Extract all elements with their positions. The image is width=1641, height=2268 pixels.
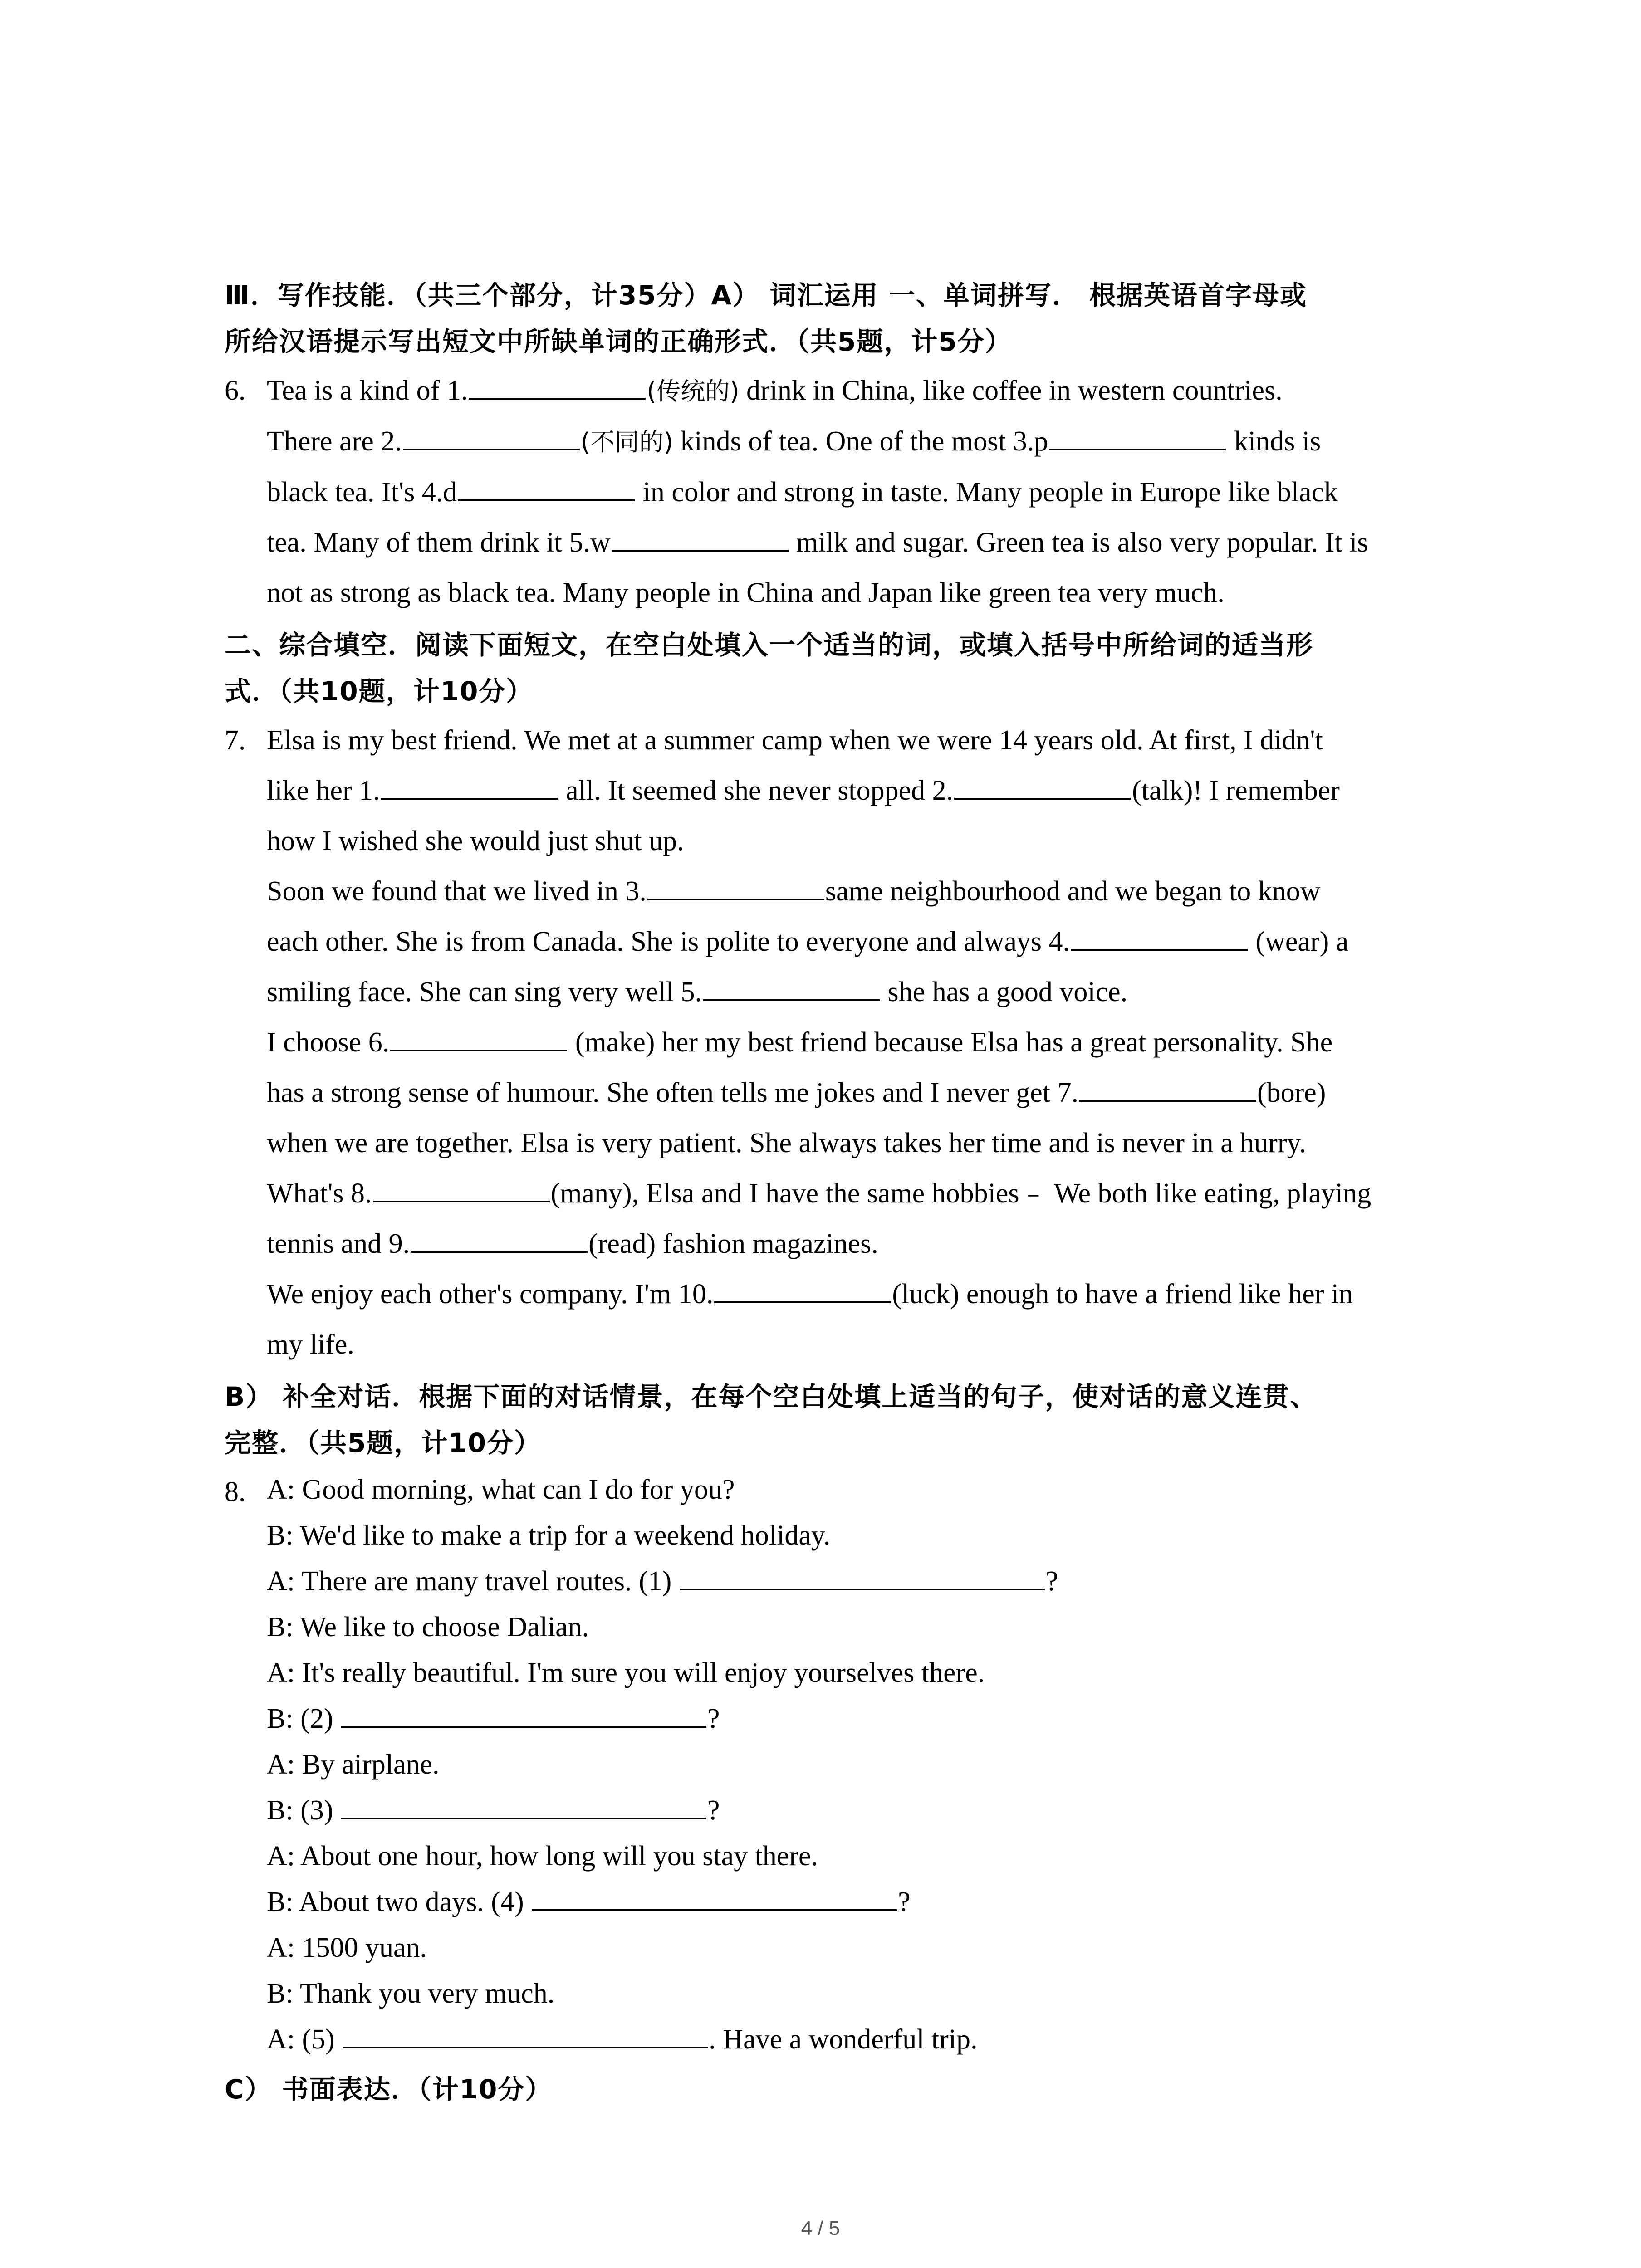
answer-blank-6[interactable] bbox=[390, 1022, 567, 1051]
question-number: 6. bbox=[225, 375, 246, 406]
answer-blank-4[interactable] bbox=[1071, 922, 1248, 951]
answer-blank-2[interactable] bbox=[954, 771, 1131, 800]
page-number: 4 / 5 bbox=[801, 2217, 840, 2239]
hint-text: (不同的) bbox=[580, 428, 673, 456]
answer-blank-7[interactable] bbox=[1079, 1073, 1256, 1102]
question-number: 7. bbox=[225, 725, 246, 756]
dialogue-line-4: B: We like to choose Dalian. bbox=[267, 1612, 589, 1642]
section-3-heading-line-2: 所给汉语提示写出短文中所缺单词的正确形式．（共5题，计5分） bbox=[225, 326, 1012, 357]
dialogue-line-13 bbox=[267, 2017, 1459, 2063]
text: in color and strong in taste. Many people in Europe like black bbox=[636, 477, 1338, 508]
answer-blank-8[interactable] bbox=[373, 1173, 550, 1202]
dialogue-line-5: A: It's really beautiful. I'm sure you will enjoy yourselves there. bbox=[267, 1657, 985, 1688]
text: has a strong sense of humour. She often tells me jokes and I never get 7. bbox=[267, 1077, 1078, 1108]
question-7 bbox=[225, 715, 1459, 1370]
text: ? bbox=[898, 1887, 911, 1917]
dialogue-line-7: A: By airplane. bbox=[267, 1749, 440, 1780]
question-7-line-2 bbox=[267, 766, 1459, 816]
text: B: (2) bbox=[267, 1703, 340, 1734]
question-6-line-5: not as strong as black tea. Many people in China and Japan like green tea very much. bbox=[267, 577, 1225, 608]
text: (luck) enough to have a friend like her in bbox=[892, 1279, 1353, 1310]
text: B: (3) bbox=[267, 1795, 340, 1826]
text: (wear) a bbox=[1248, 926, 1349, 957]
dialogue-line-6 bbox=[267, 1696, 1459, 1742]
part-2-heading-line-1: 二、综合填空．阅读下面短文，在空白处填入一个适当的词，或填入括号中所给词的适当形 bbox=[225, 630, 1314, 660]
text: Tea is a kind of 1. bbox=[267, 375, 468, 406]
answer-blank-5[interactable] bbox=[703, 972, 880, 1001]
answer-blank-9[interactable] bbox=[411, 1224, 588, 1253]
answer-blank-5[interactable] bbox=[343, 2019, 708, 2048]
answer-blank-1[interactable] bbox=[381, 771, 558, 800]
page-content bbox=[225, 272, 1459, 2112]
text: smiling face. She can sing very well 5. bbox=[267, 977, 702, 1007]
question-6-line-1 bbox=[267, 366, 1459, 416]
text: like her 1. bbox=[267, 775, 380, 806]
answer-blank-4[interactable] bbox=[532, 1882, 897, 1911]
question-7-line-4 bbox=[267, 866, 1459, 917]
question-7-line-5 bbox=[267, 917, 1459, 967]
text: she has a good voice. bbox=[881, 977, 1128, 1007]
text: (talk)! I remember bbox=[1132, 775, 1340, 806]
dialogue-line-11: A: 1500 yuan. bbox=[267, 1932, 427, 1963]
text: (many), Elsa and I have the same hobbies﹣ We both like eating, playing bbox=[550, 1178, 1372, 1209]
text: each other. She is from Canada. She is polite to everyone and always 4. bbox=[267, 926, 1070, 957]
text: black tea. It's 4.d bbox=[267, 477, 457, 508]
part-b-heading bbox=[225, 1374, 1459, 1466]
text: ? bbox=[707, 1703, 720, 1734]
text: There are 2. bbox=[267, 426, 402, 457]
text: tea. Many of them drink it 5.w bbox=[267, 527, 611, 558]
hint-text: (传统的) bbox=[647, 377, 740, 406]
text: I choose 6. bbox=[267, 1027, 390, 1058]
part-c-heading: C） 书面表达．（计10分） bbox=[225, 2074, 553, 2105]
answer-blank-4[interactable] bbox=[458, 472, 635, 501]
question-6-line-3 bbox=[267, 467, 1459, 518]
text: milk and sugar. Green tea is also very popular. It is bbox=[789, 527, 1368, 558]
question-6-line-2 bbox=[267, 416, 1459, 467]
question-7-line-6 bbox=[267, 967, 1459, 1017]
text: (make) her my best friend because Elsa has a great personality. She bbox=[568, 1027, 1333, 1058]
answer-blank-1[interactable] bbox=[680, 1561, 1045, 1590]
text: kinds is bbox=[1227, 426, 1321, 457]
question-7-line-10 bbox=[267, 1168, 1459, 1219]
question-7-line-1: Elsa is my best friend. We met at a summer camp when we were 14 years old. At first, I didn't bbox=[267, 725, 1323, 756]
part-b-heading-line-1: B） 补全对话．根据下面的对话情景，在每个空白处填上适当的句子，使对话的意义连贯、 bbox=[225, 1381, 1318, 1412]
answer-blank-2[interactable] bbox=[341, 1699, 706, 1728]
dialogue-line-9: A: About one hour, how long will you stay there. bbox=[267, 1841, 818, 1872]
part-2-heading bbox=[225, 622, 1459, 714]
text: We enjoy each other's company. I'm 10. bbox=[267, 1279, 714, 1310]
text: tennis and 9. bbox=[267, 1228, 410, 1259]
question-number: 8. bbox=[225, 1476, 246, 1507]
question-8 bbox=[225, 1467, 1459, 2063]
answer-blank-3[interactable] bbox=[1049, 421, 1226, 450]
answer-blank-3[interactable] bbox=[341, 1790, 706, 1819]
question-6-line-4 bbox=[267, 518, 1459, 568]
text: (bore) bbox=[1257, 1077, 1326, 1108]
answer-blank-2[interactable] bbox=[403, 421, 580, 450]
dialogue-line-2: B: We'd like to make a trip for a weekend holiday. bbox=[267, 1520, 831, 1551]
section-3-heading bbox=[225, 272, 1459, 365]
text: What's 8. bbox=[267, 1178, 372, 1209]
text: B: About two days. (4) bbox=[267, 1887, 531, 1917]
dialogue-line-12: B: Thank you very much. bbox=[267, 1978, 555, 2009]
question-7-line-3: how I wished she would just shut up. bbox=[267, 826, 684, 856]
answer-blank-3[interactable] bbox=[647, 871, 824, 900]
question-7-line-9: when we are together. Elsa is very patient. She always takes her time and is never in a hurry. bbox=[267, 1128, 1306, 1158]
text: ? bbox=[1045, 1566, 1058, 1597]
text: (read) fashion magazines. bbox=[588, 1228, 878, 1259]
question-7-line-8 bbox=[267, 1068, 1459, 1118]
part-2-heading-line-2: 式．（共10题，计10分） bbox=[225, 676, 534, 707]
answer-blank-5[interactable] bbox=[612, 523, 789, 552]
question-7-line-13: my life. bbox=[267, 1329, 354, 1360]
text: ? bbox=[707, 1795, 720, 1826]
text: drink in China, like coffee in western countries. bbox=[739, 375, 1283, 406]
text: all. It seemed she never stopped 2. bbox=[558, 775, 954, 806]
text: Soon we found that we lived in 3. bbox=[267, 876, 647, 907]
dialogue-line-10 bbox=[267, 1879, 1459, 1925]
dialogue-line-3 bbox=[267, 1559, 1459, 1604]
text: A: (5) bbox=[267, 2024, 342, 2055]
text: A: There are many travel routes. (1) bbox=[267, 1566, 679, 1597]
question-7-line-7 bbox=[267, 1017, 1459, 1068]
text: kinds of tea. One of the most 3.p bbox=[673, 426, 1048, 457]
question-6 bbox=[225, 366, 1459, 618]
dialogue-line-1: A: Good morning, what can I do for you? bbox=[267, 1474, 735, 1505]
answer-blank-10[interactable] bbox=[714, 1274, 891, 1303]
part-b-heading-line-2: 完整．（共5题，计10分） bbox=[225, 1427, 542, 1458]
dialogue-line-8 bbox=[267, 1788, 1459, 1833]
answer-blank-1[interactable] bbox=[469, 371, 646, 400]
text: same neighbourhood and we began to know bbox=[825, 876, 1321, 907]
section-3-heading-line-1: Ⅲ．写作技能．（共三个部分，计35分）A） 词汇运用 一、单词拼写． 根据英语首字母或 bbox=[225, 280, 1308, 311]
question-7-line-11 bbox=[267, 1219, 1459, 1269]
question-7-line-12 bbox=[267, 1269, 1459, 1320]
text: . Have a wonderful trip. bbox=[709, 2024, 978, 2055]
